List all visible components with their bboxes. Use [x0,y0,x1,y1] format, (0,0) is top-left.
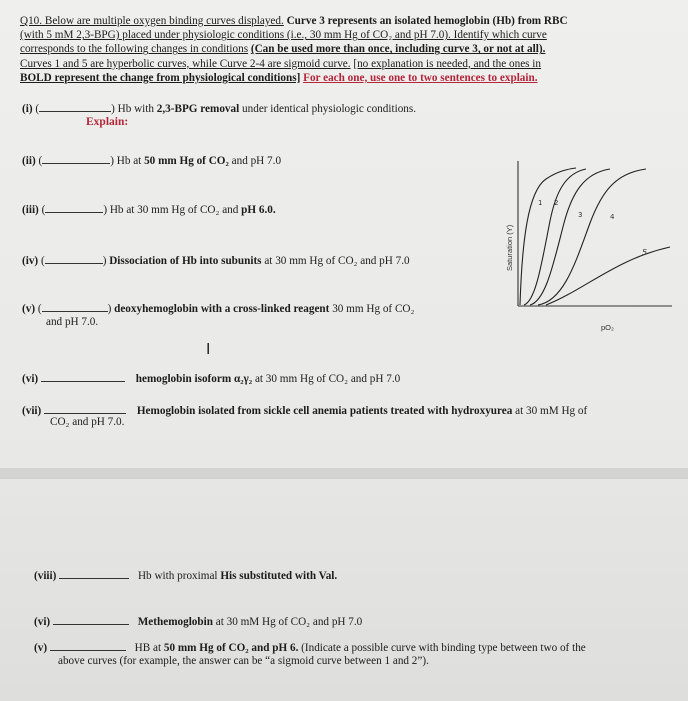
item-vi-text-post: at 30 mm Hg of CO₂ and pH 7.0 [252,373,401,385]
answer-blank-vi[interactable] [41,370,125,382]
item-vii-text-bold: Hemoglobin isolated from sickle cell anemia patients treated with hydroxyurea [136,405,513,417]
item-vii-line2: CO₂ and pH 7.0. [50,416,125,428]
item-vi2-text-post: at 30 mM Hg of CO₂ and pH 7.0 [212,616,363,628]
text-cursor-icon: I [206,340,211,358]
curve-5 [546,247,670,305]
item-ii-text-post: and pH 7.0 [228,155,282,167]
intro-line5b: For each one, use one to two sentences to explain. [303,71,538,84]
item-i-num: (i) [22,103,33,115]
item-ii-text-bold: 50 mm Hg of CO₂ [144,155,229,167]
item-v2-text-bold: 50 mm Hg of CO₂ and pH 6. [163,642,299,654]
item-iv: (iv) ( ) Dissociation of Hb into subunits at 30 mm Hg of CO₂ and pH 7.0 [22,252,410,267]
item-v: (v) ( ) deoxyhemoglobin with a cross-linked reagent 30 mm Hg of CO₂ [22,300,414,315]
item-vi-2 [34,613,362,628]
item-viii-num: (viii) [34,570,57,582]
curve-label-4: 4 [610,213,615,221]
answer-blank-viii[interactable] [59,567,129,579]
curve3-note: Curve 3 represents an isolated hemoglobin (Hb) from RBC [286,15,568,27]
curve-label-1: 1 [538,199,543,207]
item-viii-text-bold: His substituted with Val. [220,570,338,582]
intro-line5a: BOLD represent the change from physiological conditions] [20,71,301,84]
item-iv-num: (iv) [22,255,39,267]
item-ii-text-pre: Hb at [116,155,145,167]
curve-label-2: 2 [554,199,559,207]
item-v2-text-pre: HB at [134,642,164,654]
answer-blank-i[interactable] [39,100,111,112]
item-vi [22,370,400,385]
item-v2-text-post: (Indicate a possible curve with binding type between two of the [298,642,586,654]
explain-label: Explain: [86,116,129,128]
y-axis-label: Saturation (Y) [505,224,514,271]
answer-blank-v-2[interactable] [50,639,126,651]
x-axis-label: pO₂ [601,323,614,332]
intro-line4b: [no explanation is needed, and the ones in [353,57,542,70]
item-ii-num: (ii) [22,155,36,167]
item-vi-text-bold: hemoglobin isoform α₂γ₂ [135,373,253,385]
curve-3 [530,169,610,305]
item-v-text-post: 30 mm Hg of CO₂ [329,303,415,315]
item-iv-text-bold: Dissociation of Hb into subunits [109,255,262,267]
curve-4 [538,169,646,305]
item-vii-text-post: at 30 mM Hg of [512,405,588,417]
item-vii-num: (vii) [22,405,42,417]
item-vi2-text-bold: Methemoglobin [137,616,213,628]
item-viii [34,567,337,582]
item-v2-line2: above curves (for example, the answer can be “a sigmoid curve between 1 and 2”). [58,655,429,667]
item-viii-text-pre: Hb with proximal [137,570,221,582]
answer-blank-iv[interactable] [45,252,103,264]
item-ii: (ii) ( ) Hb at 50 mm Hg of CO₂ and pH 7.0 [22,152,281,167]
item-iii-num: (iii) [22,204,39,216]
item-vi-num: (vi) [22,373,39,385]
item-vii [22,402,587,417]
item-i-text-pre: Hb with [117,103,157,115]
intro-line3a: corresponds to the following changes in conditions [20,43,249,56]
intro-line4a: Curves 1 and 5 are hyperbolic curves, while Curve 2-4 are sigmoid curve. [20,57,351,70]
item-v-2 [34,639,586,654]
item-i-text-bold: 2,3-BPG removal [156,103,240,115]
item-iii-text-pre: Hb at 30 mm Hg of CO₂ and [109,204,242,216]
item-v-num: (v) [22,303,36,315]
item-i: (i) ( ) Hb with 2,3-BPG removal under identical physiologic conditions. [22,100,416,115]
curve-label-3: 3 [578,211,583,219]
item-v-text-bold: deoxyhemoglobin with a cross-linked reagent [114,303,330,315]
intro-line2: (with 5 mM 2,3-BPG) placed under physiologic conditions (i.e., 30 mm Hg of CO₂ and pH 7.0). Identify which curve [20,29,547,42]
item-iv-text-post: at 30 mm Hg of CO₂ and pH 7.0 [261,255,410,267]
item-v-line2: and pH 7.0. [46,316,99,328]
answer-blank-vi-2[interactable] [53,613,129,625]
item-i-text-post: under identical physiologic conditions. [239,103,417,115]
answer-blank-v[interactable] [42,300,108,312]
curve-2 [524,169,586,305]
curve-label-5: 5 [642,248,648,257]
item-vi2-num: (vi) [34,616,51,628]
question-intro [20,14,675,85]
item-iii-text-bold: pH 6.0. [241,204,276,216]
question-section-continued [0,478,688,701]
curve-1 [520,168,576,305]
answer-blank-iii[interactable] [45,201,103,213]
item-v2-num: (v) [34,642,48,654]
question-label: Q10. Below are multiple oxygen binding curves displayed. [20,15,284,27]
oxygen-binding-graph [505,151,676,332]
answer-blank-ii[interactable] [42,152,110,164]
answer-blank-vii[interactable] [44,402,126,414]
intro-line3b: (Can be used more than once, including curve 3, or not at all). [250,43,546,56]
item-iii: (iii) ( ) Hb at 30 mm Hg of CO₂ and pH 6.0. [22,201,276,216]
